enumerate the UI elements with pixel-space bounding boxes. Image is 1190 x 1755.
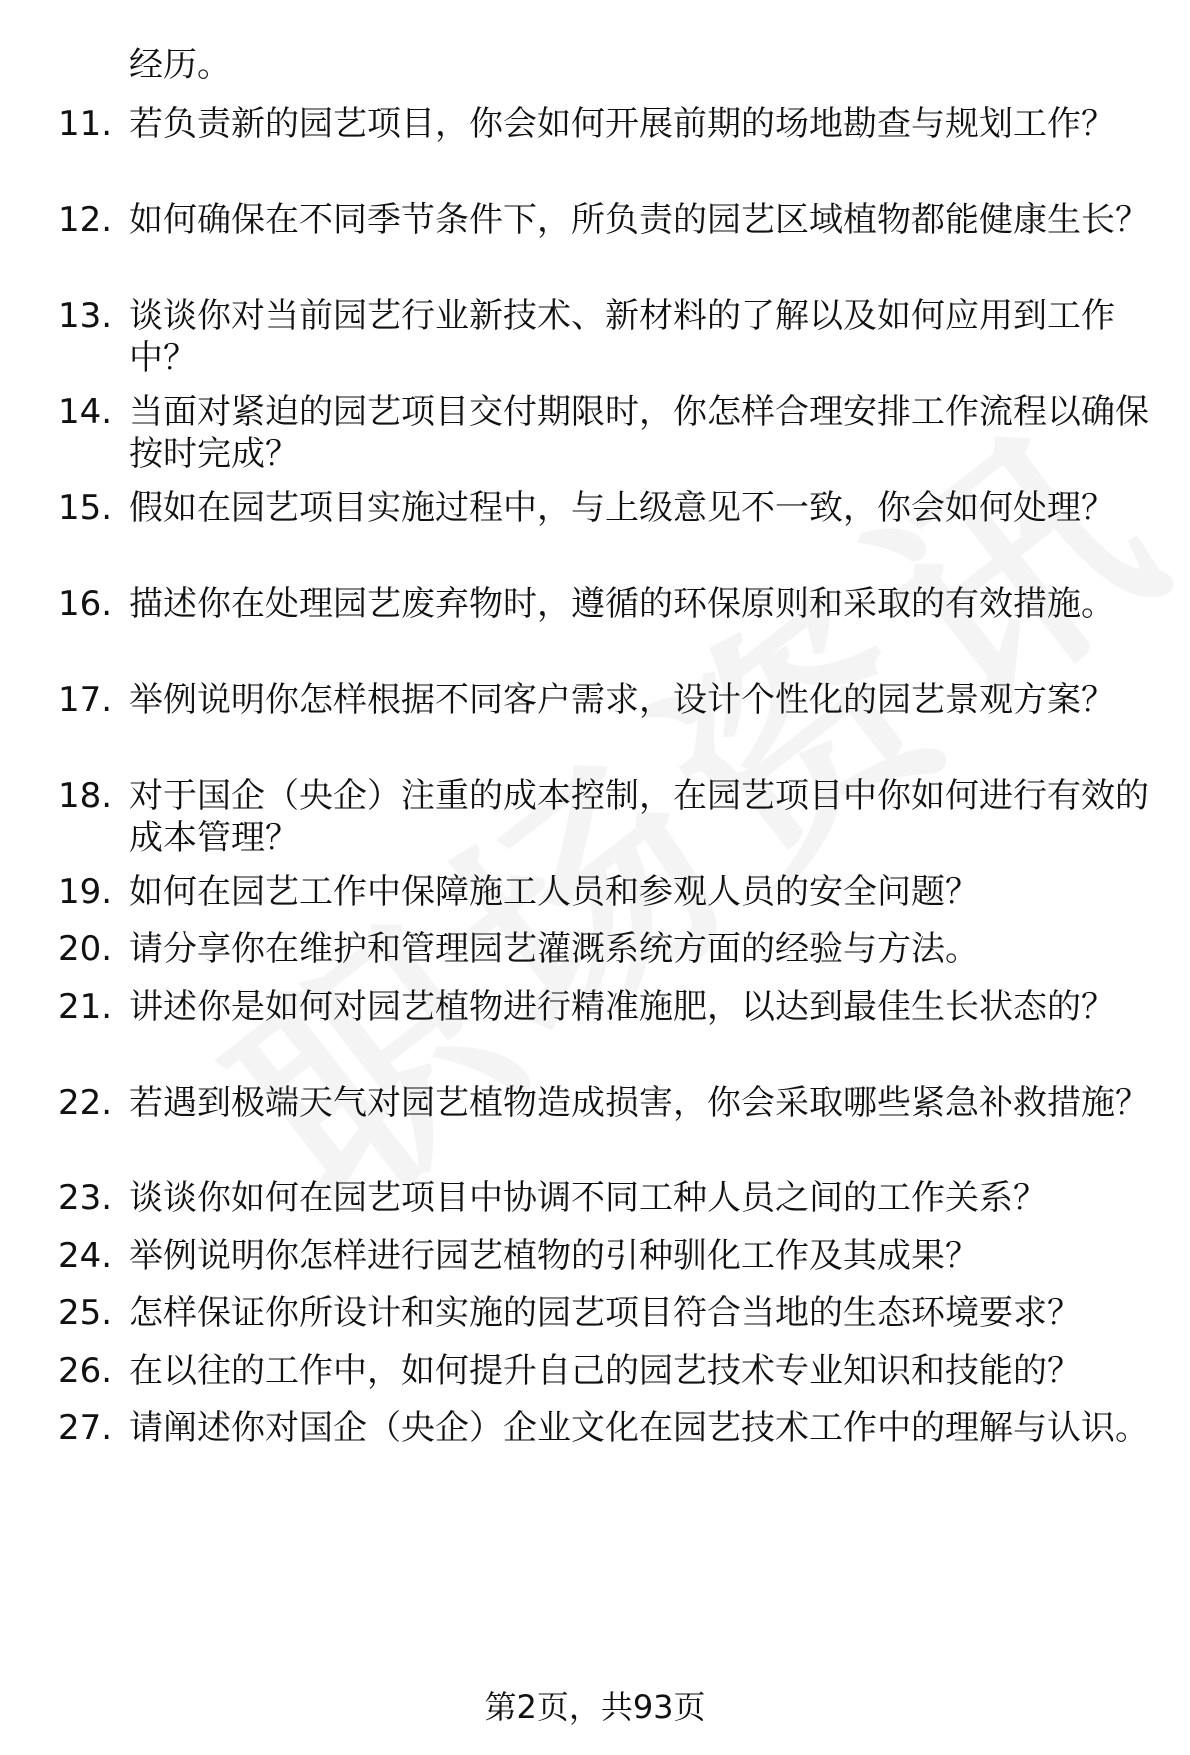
item-text: 举例说明你怎样进行园艺植物的引种驯化工作及其成果？ [129, 1236, 979, 1276]
item-text: 怎样保证你所设计和实施的园艺项目符合当地的生态环境要求？ [129, 1293, 1081, 1333]
item-number: 15. [58, 488, 113, 528]
item-number: 20. [58, 929, 113, 969]
item-text: 谈谈你对当前园艺行业新技术、新材料的了解以及如何应用到工作中？ [129, 296, 1115, 378]
item-text: 谈谈你如何在园艺项目中协调不同工种人员之间的工作关系？ [129, 1178, 1047, 1218]
item-number: 19. [58, 872, 113, 912]
item-number: 24. [58, 1236, 113, 1276]
item-number: 17. [58, 680, 113, 720]
item-number: 26. [58, 1351, 113, 1391]
item-number: 22. [58, 1083, 113, 1123]
item-number: 21. [58, 987, 113, 1027]
item-text: 若遇到极端天气对园艺植物造成损害，你会采取哪些紧急补救措施？ [129, 1083, 1149, 1123]
item-text: 在以往的工作中，如何提升自己的园艺技术专业知识和技能的？ [129, 1351, 1081, 1391]
continuation-text: 经历。 [129, 45, 231, 85]
item-number: 25. [58, 1293, 113, 1333]
item-number: 16. [58, 584, 113, 624]
item-text: 如何确保在不同季节条件下，所负责的园艺区域植物都能健康生长？ [129, 200, 1149, 240]
item-number: 12. [58, 200, 113, 240]
item-text: 如何在园艺工作中保障施工人员和参观人员的安全问题？ [129, 872, 979, 912]
item-number: 11. [58, 104, 113, 144]
item-text: 当面对紧迫的园艺项目交付期限时，你怎样合理安排工作流程以确保按时完成？ [129, 392, 1149, 474]
item-text: 若负责新的园艺项目，你会如何开展前期的场地勘查与规划工作？ [129, 104, 1115, 144]
item-text: 讲述你是如何对园艺植物进行精准施肥，以达到最佳生长状态的？ [129, 987, 1115, 1027]
item-text: 请分享你在维护和管理园艺灌溉系统方面的经验与方法。 [129, 929, 979, 969]
page-footer: 第2页，共93页 [484, 1688, 706, 1726]
item-number: 23. [58, 1178, 113, 1218]
item-text: 请阐述你对国企（央企）企业文化在园艺技术工作中的理解与认识。 [129, 1408, 1149, 1448]
item-number: 27. [58, 1408, 113, 1448]
item-number: 18. [58, 776, 113, 816]
item-text: 对于国企（央企）注重的成本控制，在园艺项目中你如何进行有效的成本管理？ [129, 776, 1149, 858]
item-text: 假如在园艺项目实施过程中，与上级意见不一致，你会如何处理？ [129, 488, 1115, 528]
item-number: 13. [58, 296, 113, 336]
item-number: 14. [58, 392, 113, 432]
item-text: 举例说明你怎样根据不同客户需求，设计个性化的园艺景观方案？ [129, 680, 1115, 720]
item-text: 描述你在处理园艺废弃物时，遵循的环保原则和采取的有效措施。 [129, 584, 1115, 624]
